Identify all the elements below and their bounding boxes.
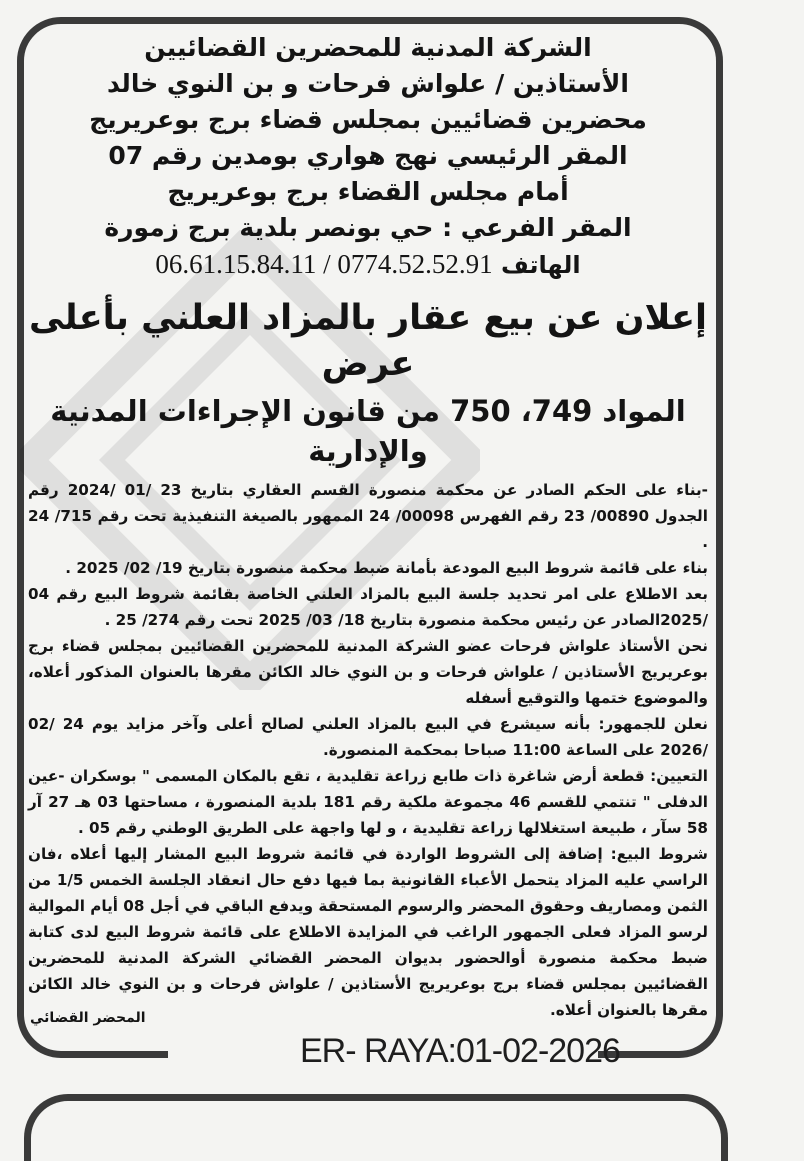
header-line: الأستاذين / علواش فرحات و بن النوي خالد (106, 69, 629, 98)
body-paragraph: نعلن للجمهور: بأنه سيشرع في البيع بالمزاد العلني لصالح أعلى وآخر مزايد يوم 24 /02 /2026 على الساعة 11:00 صباحا بمحكمة المنصورة. (28, 715, 708, 759)
body-paragraph: شروط البيع: إضافة إلى الشروط الواردة في قائمة شروط البيع المشار إليها أعلاه ،فان الراسي عليه المزاد يتحمل الأعباء القانونية بما فيها دفع حال انعقاد الجلسة الخمس 1/5 من الثمن ومصاريف وحقوق المحضر والرسوم المستحقة ويدفع الباقي في أجل 08 أيام الموالية لرسو المزاد فعلى الجمهور الراغب في المزايدة الاطلاع على قائمة شروط البيع لدى كتابة ضبط محكمة منصورة أوالحضور بديوان المحضر القضائي الشركة المدنية للمحضرين القضائيين بمجلس قضاء برج بوعريريج الأستاذين / علواش فرحات و بن النوي خالد الكائن مقرها بالعنوان أعلاه. (28, 845, 708, 1019)
bailiff-header (28, 30, 708, 283)
header-line: المقر الرئيسي نهج هواري بومدين رقم 07 (108, 141, 628, 170)
body-paragraph: بعد الاطلاع على امر تحديد جلسة البيع بالمزاد العلني الخاصة بقائمة شروط البيع رقم 04 /2025الصادر عن رئيس محكمة منصورة بتاريخ 18/ 03/ 2025 تحت رقم 274/ 25 . (28, 585, 708, 629)
body-paragraph: -بناء على الحكم الصادر عن محكمة منصورة القسم العقاري بتاريخ 23 /01 /2024 رقم الجدول 00890/ 23 رقم الفهرس 00098/ 24 الممهور بالصيغة التنفيذية تحت رقم 715/ 24 . (28, 481, 708, 551)
phone-line (28, 246, 708, 283)
next-notice-frame-border (24, 1094, 728, 1161)
notice-body (28, 477, 708, 1023)
header-line: المقر الفرعي : حي بونصر بلدية برج زمورة (104, 213, 632, 242)
header-line: الشركة المدنية للمحضرين القضائيين (144, 33, 592, 62)
body-paragraph: بناء على قائمة شروط البيع المودعة بأمانة ضبط محكمة منصورة بتاريخ 19/ 02/ 2025 . (65, 559, 708, 577)
header-line: أمام مجلس القضاء برج بوعريريج (167, 177, 569, 206)
body-paragraph: التعيين: قطعة أرض شاغرة ذات طابع زراعة تقليدية ، تقع بالمكان المسمى " بوسكران -عين الدفلى " تنتمي للقسم 46 مجموعة ملكية رقم 181 بلدية المنصورة ، مساحتها 03 هـ 27 آر 58 سآر ، طبيعة استغلالها زراعة تقليدية ، و لها واجهة على الطريق الوطني رقم 05 . (28, 767, 709, 837)
legal-notice (28, 30, 708, 1023)
publication-date: ER- RAYA:01-02-2026 (300, 1032, 620, 1070)
body-paragraph: نحن الأستاذ علواش فرحات عضو الشركة المدنية للمحضرين القضائيين بمجلس قضاء برج بوعريريج الأستاذين / علواش فرحات و بن النوي خالد الكائن مقرها بالعنوان المذكور أعلاه، والموضوع ختمها والتوقيع أسفله (28, 637, 708, 707)
header-line: محضرين قضائيين بمجلس قضاء برج بوعريريج (89, 105, 647, 134)
signature: المحضر القضائي (30, 1010, 146, 1026)
notice-title: إعلان عن بيع عقار بالمزاد العلني بأعلى عرض (29, 298, 707, 384)
notice-subtitle: المواد 749، 750 من قانون الإجراءات المدنية والإدارية (50, 394, 686, 468)
phone-label: الهاتف (500, 251, 581, 279)
phone-numbers: 06.61.15.84.11 / 0774.52.52.91 (155, 249, 493, 279)
